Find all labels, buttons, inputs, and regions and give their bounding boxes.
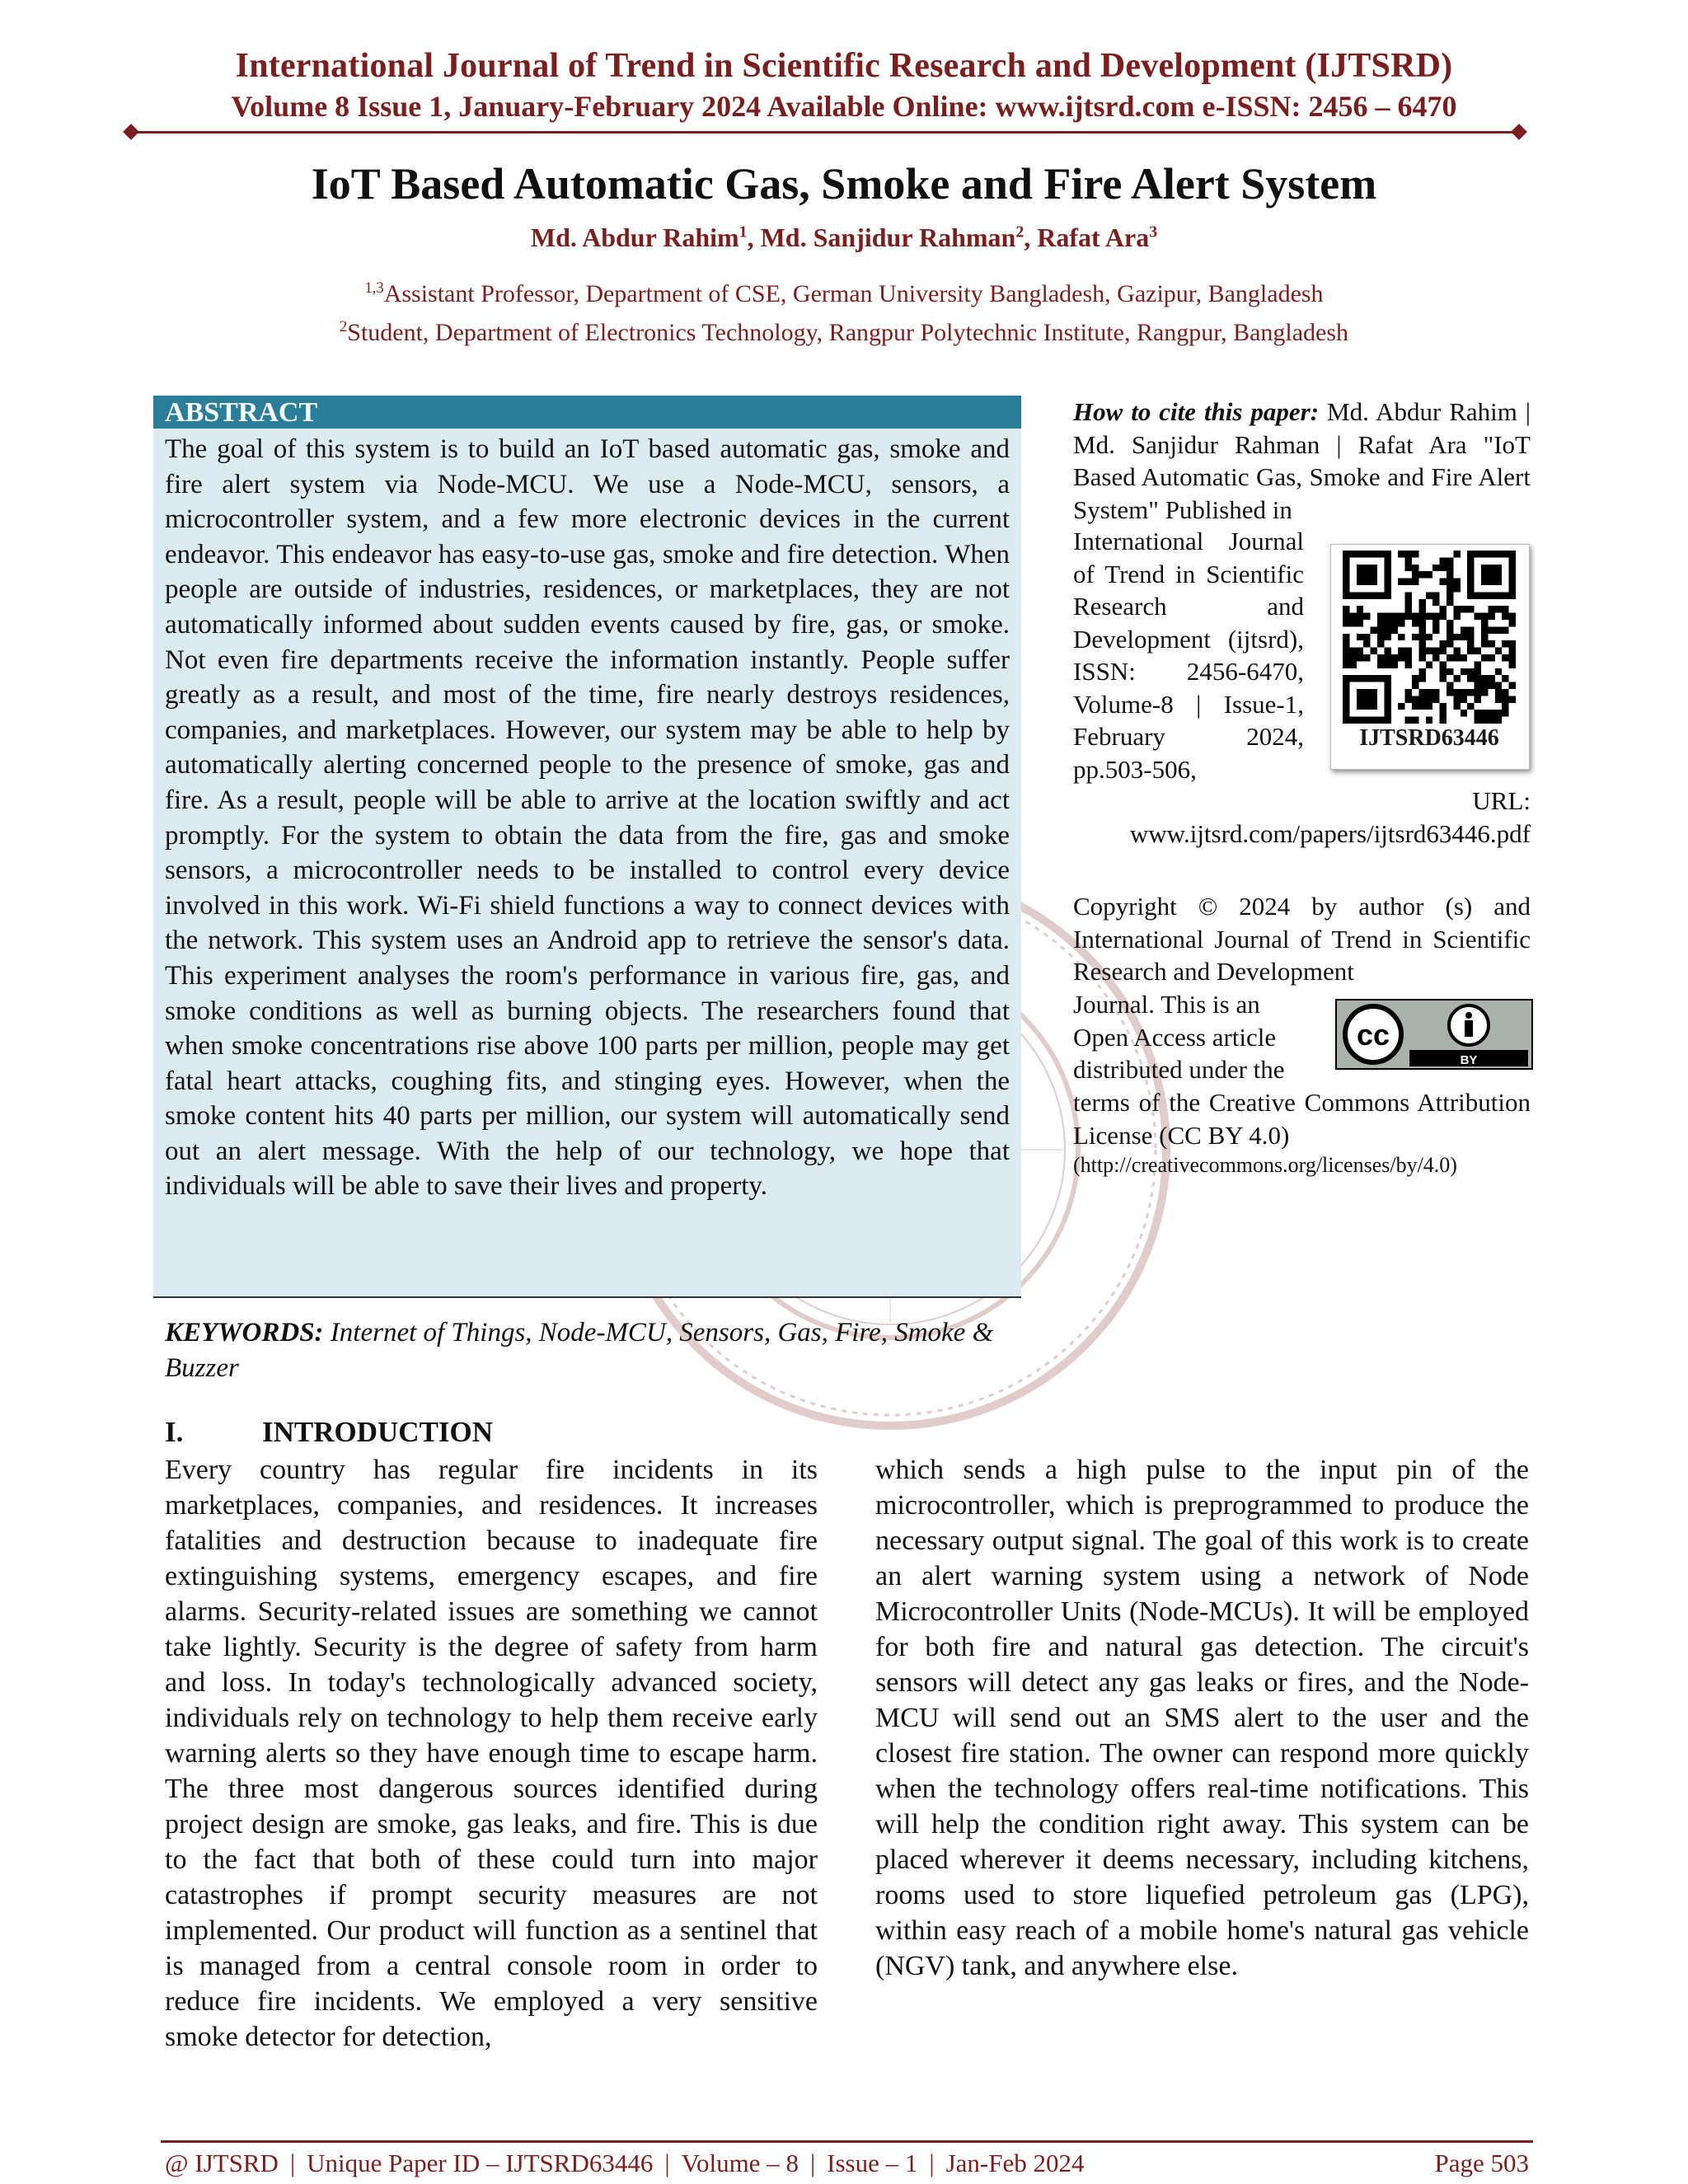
copyright-license: terms of the Creative Commons Attribution License (CC BY 4.0) bbox=[1073, 1088, 1531, 1150]
copyright-text-wrapped: Journal. This is an Open Access article distributed under the bbox=[1073, 990, 1285, 1084]
affiliation-text: Assistant Professor, Department of CSE, German University Bangladesh, Gazipur, Bangladesh bbox=[383, 280, 1324, 307]
author-sup: 2 bbox=[1015, 223, 1025, 241]
section-number: I. bbox=[165, 1416, 184, 1448]
author-name: Md. Abdur Rahim bbox=[530, 223, 739, 252]
svg-text:cc: cc bbox=[1356, 1018, 1390, 1052]
citation-text-wrapped: International Journal of Trend in Scientific Research and Development (ijtsrd), ISSN: 2456-6470, Volume-8 | Issue-1, February 2024, pp.503-506, bbox=[1073, 527, 1304, 784]
footer-volume: Volume – 8 bbox=[681, 2149, 799, 2177]
author-sup: 3 bbox=[1149, 223, 1158, 241]
affiliation-sup: 2 bbox=[339, 318, 348, 335]
affiliation bbox=[0, 319, 1688, 347]
license-url[interactable]: (http://creativecommons.org/licenses/by/4.0) bbox=[1073, 1153, 1457, 1177]
affiliation-sup: 1,3 bbox=[364, 279, 384, 297]
footer-paper-id: Unique Paper ID – IJTSRD63446 bbox=[307, 2149, 654, 2177]
cc-badge-text: BY bbox=[1460, 1053, 1478, 1067]
affiliation bbox=[0, 280, 1688, 308]
intro-left-column: Every country has regular fire incidents in its marketplaces, companies, and residences. It increases fatalities and destruction because to inadequate fire extinguishing systems, emergency escapes, and fire alarms. Security-related issues are something we cannot take lightly. Security is the degree of safety from harm and loss. In today's technologically advanced society, individuals rely on technology to help them receive early warning alerts so they have enough time to escape harm. The three most dangerous sources identified during project design are smoke, gas leaks, and fire. This is due to the fact that both of these could turn into major catastrophes if prompt security measures are not implemented. Our product will function as a sentinel that is managed from a central console room in order to reduce fire incidents. We employed a very sensitive smoke detector for detection, bbox=[165, 1455, 818, 2052]
footer-page-number: Page 503 bbox=[1434, 2149, 1529, 2177]
keywords-label: KEYWORDS: bbox=[165, 1318, 324, 1347]
header-rule-left-diamond bbox=[123, 124, 139, 140]
abstract-text: The goal of this system is to build an IoT based automatic gas, smoke and fire alert system via Node-MCU. We use a Node-MCU, sensors, a microcontroller system, and a few more electronic devices in the current endeavor. This endeavor has easy-to-use gas, smoke and fire detection. When people are outside of industries, residences, or marketplaces, they are not automatically informed about sudden events caused by fire, gas, or smoke. Not even fire departments receive the information instantly. People suffer greatly as a result, and most of the time, fire nearly destroys residences, companies, and marketplaces. However, our system may be able to help by automatically alerting concerned people to the presence of smoke, gas and fire. As a result, people will be able to arrive at the location swiftly and act promptly. For the system to obtain the data from the fire, gas and smoke sensors, a microcontroller needs to be installed to control every device involved in this work. Wi-Fi shield functions a way to connect devices with the network. This system uses an Android app to retrieve the sensor's data. This experiment analyses the room's performance in various fire, gas, and smoke conditions as well as burning objects. The researchers found that when smoke concentrations rise above 100 parts per million, people may get fatal heart attacks, coughing fits, and stinging eyes. However, when the smoke content hits 40 parts per million, our system will automatically send out an alert message. With the help of our technology, we hope that individuals will be able to save their lives and property. bbox=[165, 434, 1010, 1202]
affiliation-text: Student, Department of Electronics Technology, Rangpur Polytechnic Institute, Rangpur, Bangladesh bbox=[347, 319, 1349, 346]
header-rule bbox=[130, 131, 1519, 134]
abstract-bottom-rule bbox=[153, 1296, 1021, 1298]
citation-label: How to cite this paper bbox=[1073, 397, 1311, 426]
header-rule-right-diamond bbox=[1511, 124, 1527, 140]
footer-rule bbox=[161, 2140, 1533, 2143]
journal-title: International Journal of Trend in Scientific Research and Development (IJTSRD) bbox=[235, 47, 1453, 85]
intro-right-column: which sends a high pulse to the input pin of the microcontroller, which is preprogrammed to produce the necessary output signal. The goal of this work is to create an alert warning system using a network of Node Microcontroller Units (Node-MCUs). It will be employed for both fire and natural gas detection. The circuit's sensors will detect any gas leaks or fires, and the Node-MCU will send out an SMS alert to the user and the closest fire station. The owner can respond more quickly when the technology offers real-time notifications. This will help the condition right away. This system can be placed wherever it deems necessary, including kitchens, rooms used to store liquefied petroleum gas (LPG), within easy reach of a mobile home's natural gas vehicle (NGV) tank, and anywhere else. bbox=[875, 1455, 1529, 1981]
section-title: INTRODUCTION bbox=[262, 1416, 494, 1448]
qr-code-icon[interactable] bbox=[1343, 551, 1516, 724]
author-name: Rafat Ara bbox=[1037, 223, 1150, 252]
footer-date: Jan-Feb 2024 bbox=[945, 2149, 1085, 2177]
citation-text: Md. Abdur Rahim | Md. Sanjidur Rahman | Rafat Ara "IoT Based Automatic Gas, Smoke and Fire Alert System" Published in bbox=[1073, 397, 1531, 524]
page-footer: @ IJTSRD | Unique Paper ID – IJTSRD63446 | Volume – 8 | Issue – 1 | Jan-Feb 2024 Page 503 bbox=[165, 2149, 1529, 2177]
abstract-heading: ABSTRACT bbox=[153, 396, 1021, 429]
footer-issue: Issue – 1 bbox=[827, 2149, 918, 2177]
author-sup: 1 bbox=[738, 223, 748, 241]
author-name: Md. Sanjidur Rahman bbox=[760, 223, 1016, 252]
qr-label: IJTSRD63446 bbox=[1359, 725, 1499, 751]
section-heading bbox=[165, 1416, 493, 1449]
journal-subtitle: Volume 8 Issue 1, January-February 2024 Available Online: www.ijtsrd.com e-ISSN: 2456 – 6470 bbox=[231, 90, 1457, 123]
copyright-text: Copyright © 2024 by author (s) and International Journal of Trend in Scientific Research and Development bbox=[1073, 892, 1531, 986]
footer-publisher: @ IJTSRD bbox=[165, 2149, 279, 2177]
paper-title: IoT Based Automatic Gas, Smoke and Fire Alert System bbox=[311, 159, 1377, 209]
keywords bbox=[165, 1315, 1022, 1386]
author-list: Md. Abdur Rahim$^1$, Md. Sanjidur Rahman$^2$, Rafat Ara$^3$ bbox=[530, 223, 1158, 252]
citation-block: How to cite this paper: Md. Abdur Rahim | Md. Sanjidur Rahman | Rafat Ara "IoT Based Automatic Gas, Smoke and Fire Alert System" Published in bbox=[1073, 397, 1531, 524]
cc-by-badge-icon[interactable] bbox=[1335, 999, 1533, 1070]
keywords-text: Internet of Things, Node-MCU, Sensors, Gas, Fire, Smoke & Buzzer bbox=[165, 1318, 994, 1383]
citation-url: URL: www.ijtsrd.com/papers/ijtsrd63446.pdf bbox=[1129, 786, 1531, 848]
